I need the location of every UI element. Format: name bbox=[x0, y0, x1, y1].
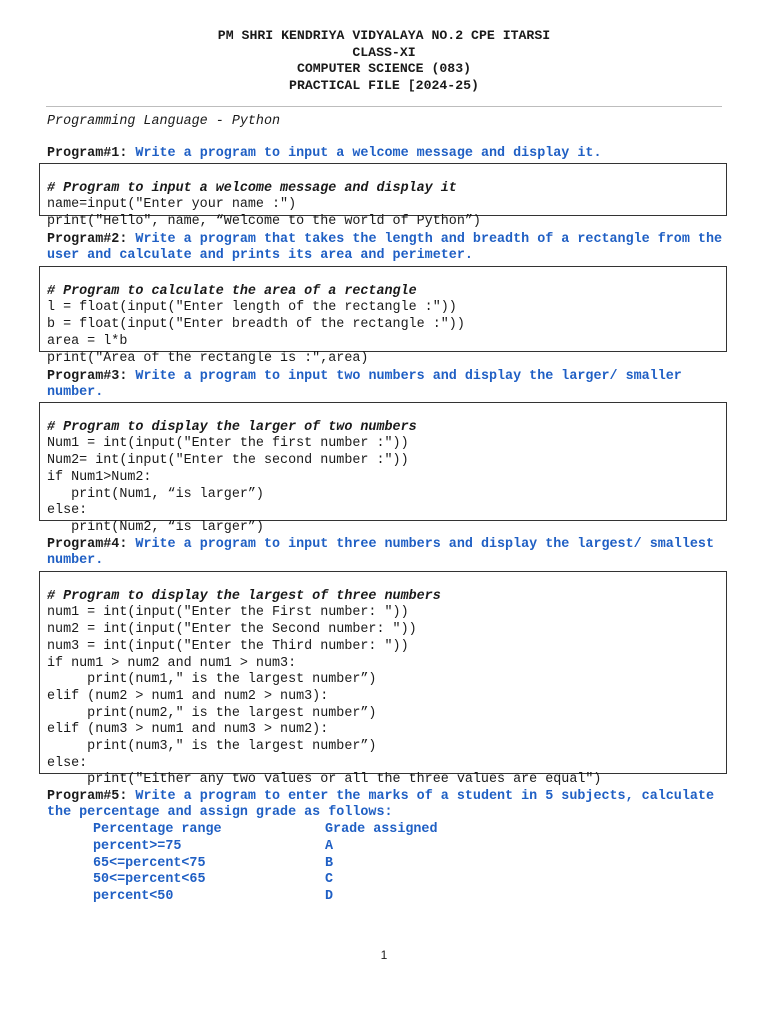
grade-table bbox=[93, 822, 438, 906]
school-name: PM SHRI KENDRIYA VIDYALAYA NO.2 CPE ITARSI bbox=[217, 28, 551, 43]
grade-letter: D bbox=[325, 889, 334, 905]
code-line: print(Num1, “is larger”) bbox=[47, 486, 264, 502]
program-description: Write a program to input a welcome message and display it. bbox=[135, 146, 602, 161]
code-line: print("Hello", name, “Welcome to the world of Python”) bbox=[47, 214, 481, 230]
code-comment: # Program to calculate the area of a rectangle bbox=[47, 283, 417, 299]
code-line: if num1 > num2 and num1 > num3: bbox=[47, 655, 297, 671]
code-line: num2 = int(input("Enter the Second number: ")) bbox=[47, 622, 417, 638]
program-1-heading bbox=[47, 146, 737, 162]
grade-range: 65<=percent<75 bbox=[93, 855, 206, 871]
program-description: Write a program that takes the length and breadth of a rectangle from the user and calculate and prints its area and perimeter. bbox=[47, 232, 723, 264]
header-divider bbox=[46, 106, 722, 107]
code-line: elif (num2 > num1 and num2 > num3): bbox=[47, 688, 329, 704]
program-label: Program#2: bbox=[47, 232, 128, 247]
grade-letter: A bbox=[325, 838, 334, 854]
code-line: print("Either any two values or all the three values are equal") bbox=[47, 772, 602, 788]
program-2-heading bbox=[47, 232, 737, 265]
code-line: Num2= int(input("Enter the second number :")) bbox=[47, 453, 409, 469]
code-line: print("Area of the rectangle is :",area) bbox=[47, 350, 369, 366]
code-line: print(num1," is the largest number”) bbox=[47, 672, 377, 688]
code-comment: # Program to display the larger of two numbers bbox=[47, 419, 417, 435]
code-line: else: bbox=[47, 755, 88, 771]
code-line: area = l*b bbox=[47, 333, 128, 349]
code-line: else: bbox=[47, 503, 88, 519]
code-line: print(Num2, “is larger”) bbox=[47, 519, 264, 535]
code-line: num1 = int(input("Enter the First number: ")) bbox=[47, 605, 409, 621]
grade-row bbox=[93, 872, 438, 889]
grade-row bbox=[93, 889, 438, 906]
code-line: print(num3," is the largest number”) bbox=[47, 739, 377, 755]
code-line: num3 = int(input("Enter the Third number: ")) bbox=[47, 638, 409, 654]
code-line: print(num2," is the largest number”) bbox=[47, 705, 377, 721]
program-description: Write a program to input three numbers and display the largest/ smallest number. bbox=[47, 537, 714, 569]
program-1-code bbox=[39, 163, 727, 230]
document-header bbox=[0, 0, 768, 94]
grade-range: percent<50 bbox=[93, 889, 174, 905]
program-4-code bbox=[39, 571, 727, 788]
program-label: Program#3: bbox=[47, 369, 128, 384]
grade-range: 50<=percent<65 bbox=[93, 872, 206, 888]
grade-header-range: Percentage range bbox=[93, 822, 222, 837]
grade-table-header bbox=[93, 822, 438, 839]
grade-header-grade: Grade assigned bbox=[325, 822, 438, 837]
code-line: name=input("Enter your name :") bbox=[47, 197, 297, 213]
grade-range: percent>=75 bbox=[93, 838, 182, 854]
program-3-heading bbox=[47, 369, 737, 402]
grade-row bbox=[93, 856, 438, 873]
language-note: Programming Language - Python bbox=[47, 114, 281, 129]
code-line: if Num1>Num2: bbox=[47, 469, 152, 485]
page-number: 1 bbox=[380, 948, 388, 962]
file-title: PRACTICAL FILE [2024-25) bbox=[289, 77, 479, 93]
program-label: Program#5: bbox=[47, 789, 128, 804]
grade-row bbox=[93, 839, 438, 856]
code-comment: # Program to display the largest of three numbers bbox=[47, 588, 441, 604]
class-name: CLASS-XI bbox=[352, 44, 416, 60]
code-line: b = float(input("Enter breadth of the rectangle :")) bbox=[47, 317, 465, 333]
code-line: l = float(input("Enter length of the rectangle :")) bbox=[47, 300, 457, 316]
code-comment: # Program to input a welcome message and display it bbox=[47, 180, 457, 196]
code-line: Num1 = int(input("Enter the first number :")) bbox=[47, 436, 409, 452]
program-description: Write a program to input two numbers and display the larger/ smaller number. bbox=[47, 369, 682, 401]
program-label: Program#1: bbox=[47, 146, 128, 161]
program-5-heading bbox=[47, 789, 737, 822]
program-3-code bbox=[39, 402, 727, 535]
subject-name: COMPUTER SCIENCE (083) bbox=[296, 61, 472, 76]
grade-letter: C bbox=[325, 872, 334, 888]
program-label: Program#4: bbox=[47, 537, 128, 552]
program-description: Write a program to enter the marks of a student in 5 subjects, calculate the percentage and assign grade as follows: bbox=[47, 789, 714, 821]
grade-letter: B bbox=[325, 855, 334, 871]
program-2-code bbox=[39, 266, 727, 366]
program-4-heading bbox=[47, 537, 737, 570]
code-line: elif (num3 > num1 and num3 > num2): bbox=[47, 722, 329, 738]
